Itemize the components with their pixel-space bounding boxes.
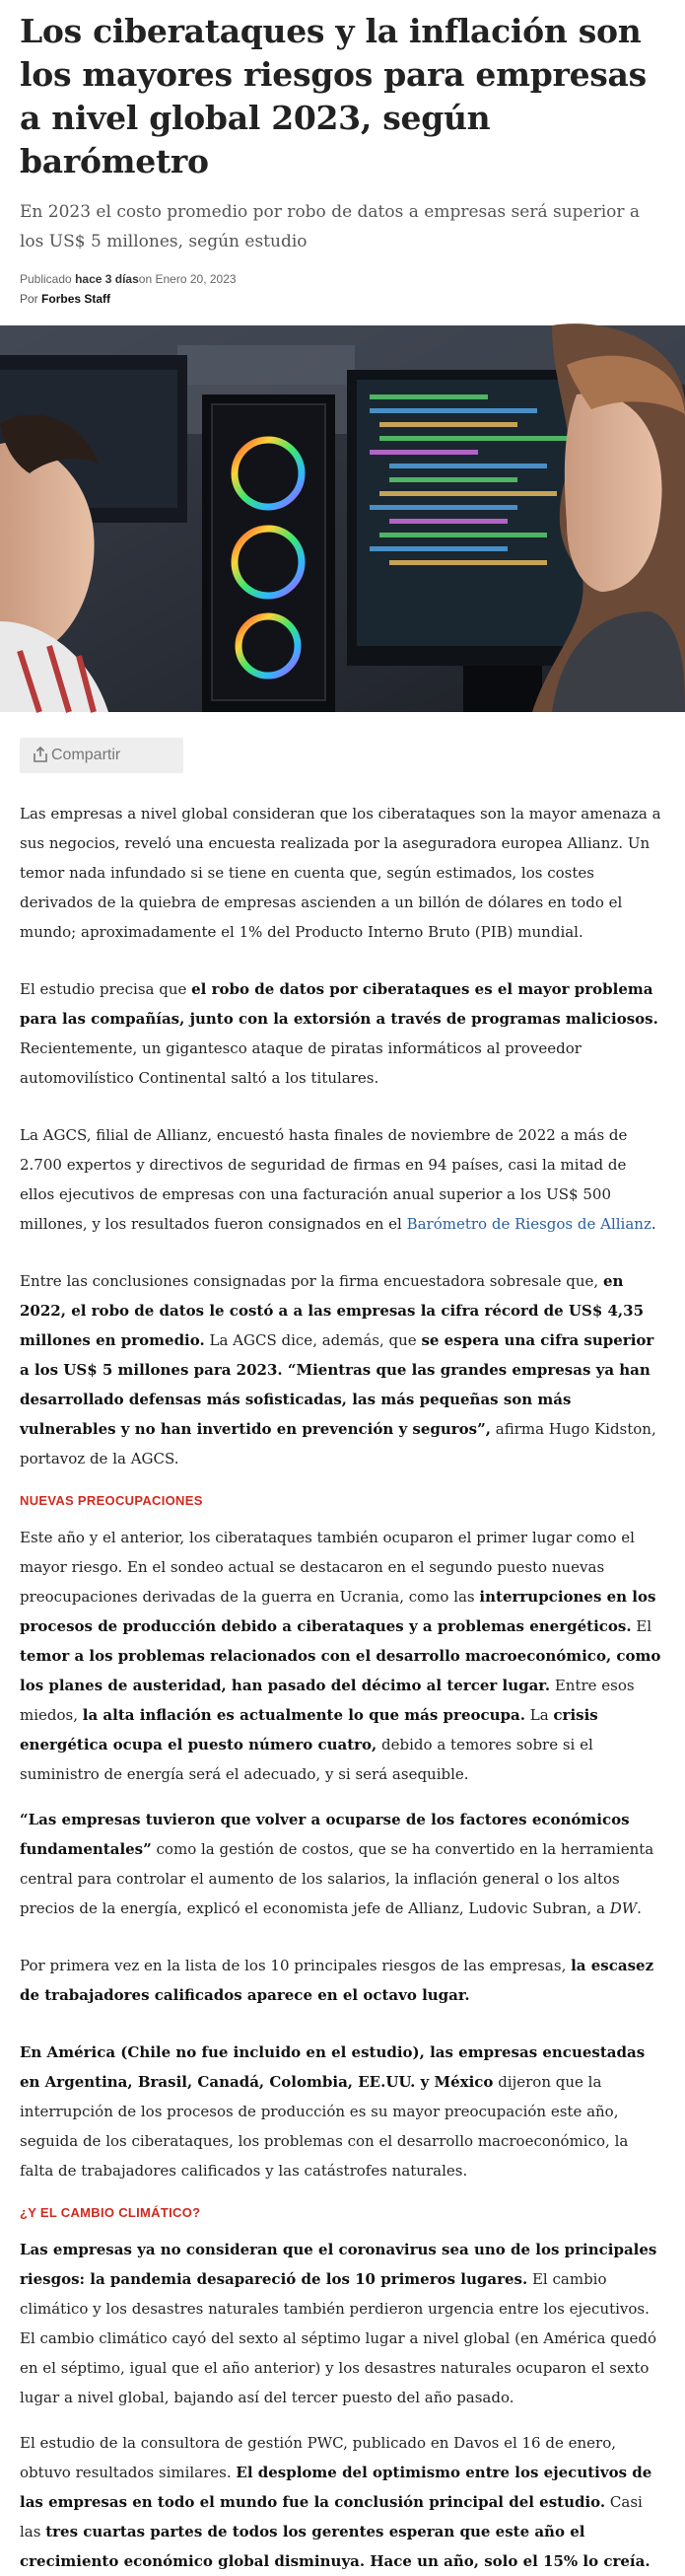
emphasis: Las empresas ya no consideran que el coronavirus sea uno de los principales riesgos: la pandemia desapareció de los 10 primeros lugares. xyxy=(20,2241,657,2288)
section-heading: NUEVAS PREOCUPACIONES xyxy=(20,1493,203,1508)
text: afirma Hugo Kidston, portavoz de la AGCS. xyxy=(20,1420,656,1467)
published-prefix: Publicado xyxy=(20,272,72,286)
byline xyxy=(20,292,665,306)
published-on: on xyxy=(138,272,153,286)
emphasis: se espera una cifra superior a los US$ 5 millones para 2023. “Mientras que las grandes empresas ya han desarrollado defensas más sofisticadas, las más pequeñas son más vulnerables y no han invertido en prevención y seguros”, xyxy=(20,1331,654,1438)
emphasis: interrupciones en los procesos de producción debido a ciberataques y a problemas energéticos. xyxy=(20,1588,656,1635)
text: Este año y el anterior, los ciberataques también ocuparon el primer lugar como el mayor riesgo. En el sondeo actual se destacaron en el segundo puesto nuevas preocupaciones derivadas de la guerra en Ucrania, como las xyxy=(20,1529,635,1606)
emphasis: crisis energética ocupa el puesto número cuatro, xyxy=(20,1706,598,1753)
text: Entre esos miedos, xyxy=(20,1677,635,1724)
author-link[interactable]: Forbes Staff xyxy=(41,292,111,306)
quote: “Las empresas tuvieron que volver a ocuparse de los factores económicos fundamentales” xyxy=(20,1811,630,1858)
text: Por primera vez en la lista de los 10 principales riesgos de las empresas, xyxy=(20,1957,572,1974)
emphasis: temor a los problemas relacionados con el desarrollo macroeconómico, como los planes de austeridad, han pasado del décimo al tercer lugar. xyxy=(20,1647,661,1694)
emphasis: en 2022, el robo de datos le costó a a las empresas la cifra récord de US$ 4,35 millones en promedio. xyxy=(20,1272,645,1349)
emphasis: El desplome del optimismo entre los ejecutivos de las empresas en todo el mundo fue la conclusión principal del estudio. xyxy=(20,2464,652,2511)
hero-illustration xyxy=(0,325,685,712)
barometro-link[interactable]: Barómetro de Riesgos de Allianz xyxy=(406,1215,651,1233)
paragraph xyxy=(20,2428,665,2576)
text: El estudio de la consultora de gestión PWC, publicado en Davos el 16 de enero, obtuvo resultados similares. xyxy=(20,2434,616,2481)
source: DW xyxy=(609,1899,638,1917)
paragraph xyxy=(20,974,665,1093)
published-date: Enero 20, 2023 xyxy=(155,272,237,286)
paragraph xyxy=(20,1120,665,1239)
emphasis: la alta inflación es actualmente lo que más preocupa. xyxy=(82,1706,525,1724)
emphasis: En América (Chile no fue incluido en el estudio), las empresas encuestadas en Argentina, Brasil, Canadá, Colombia, EE.UU. y México xyxy=(20,2043,646,2091)
emphasis: la escasez de trabajadores calificados aparece en el octavo lugar. xyxy=(20,1957,654,2004)
emphasis: el robo de datos por ciberataques es el mayor problema para las compañías, junto con la extorsión a través de programas maliciosos. xyxy=(20,980,658,1028)
article-body xyxy=(0,799,685,2576)
share-label: Compartir xyxy=(51,747,121,763)
text: La AGCS dice, además, que xyxy=(204,1331,422,1349)
paragraph xyxy=(20,1266,665,1473)
section-heading: ¿Y EL CAMBIO CLIMÁTICO? xyxy=(20,2205,201,2220)
share-button[interactable] xyxy=(20,738,183,773)
share-icon xyxy=(32,746,49,763)
text: Casi las xyxy=(20,2493,643,2540)
paragraph: Las empresas a nivel global consideran que los ciberataques son la mayor amenaza a sus negocios, reveló una encuesta realizada por la aseguradora europea Allianz. Un temor nada infundado si se tiene en cuenta que, según estimados, los costes derivados de la quiebra de empresas ascienden a un billón de dólares en todo el mundo; aproximadamente el 1% del Producto Interno Bruto (PIB) mundial. xyxy=(20,805,661,941)
paragraph xyxy=(20,1951,665,2010)
emphasis: tres cuartas partes de todos los gerentes esperan que este año el crecimiento económico global disminuya. Hace un año, solo el 15% lo creía. xyxy=(20,2523,651,2570)
text: . xyxy=(637,1899,642,1917)
text: debido a temores sobre si el suministro de energía será el adecuado, y si será asequible. xyxy=(20,1736,593,1783)
text: La AGCS, filial de Allianz, encuestó hasta finales de noviembre de 2022 a más de 2.700 expertos y directivos de seguridad de firmas en 94 países, casi la mitad de ellos ejecutivos de empresas con una facturación anual superior a los US$ 500 millones, y los resultados fueron consignados en el xyxy=(20,1126,628,1233)
paragraph xyxy=(20,1523,665,1789)
paragraph xyxy=(20,2038,665,2185)
text: . xyxy=(651,1215,656,1233)
text: Recientemente, un gigantesco ataque de piratas informáticos al proveedor automovilístico Continental saltó a los titulares. xyxy=(20,1039,582,1087)
paragraph xyxy=(20,2235,665,2412)
byline-prefix: Por xyxy=(20,292,38,306)
text: como la gestión de costos, que se ha convertido en la herramienta central para controlar el aumento de los salarios, la inflación general o los altos precios de la energía, explicó el economista jefe de Allianz, Ludovic Subran, a xyxy=(20,1840,654,1917)
text: El xyxy=(631,1617,652,1635)
text: El cambio climático y los desastres naturales también perdieron urgencia entre los ejecutivos. El cambio climático cayó del sexto al séptimo lugar a nivel global (en América quedó en el séptimo, igual que el año anterior) y los desastres naturales ocuparon el sexto lugar a nivel global, bajando así del tercer puesto del año pasado. xyxy=(20,2270,657,2406)
paragraph xyxy=(20,1805,665,1923)
article-title: Los ciberataques y la inflación son los mayores riesgos para empresas a nivel global 2023, según barómetro xyxy=(20,12,647,180)
text: El estudio precisa que xyxy=(20,980,192,998)
text: dijeron que la interrupción de los procesos de producción es su mayor preocupación este año, seguida de los ciberataques, los problemas con el desarrollo macroeconómico, la falta de trabajadores calificados y las catástrofes naturales. xyxy=(20,2073,629,2180)
article-subtitle: En 2023 el costo promedio por robo de datos a empresas será superior a los US$ 5 millones, según estudio xyxy=(20,202,641,251)
hero-image xyxy=(0,325,685,712)
publish-info xyxy=(20,270,665,288)
text: La xyxy=(524,1706,554,1724)
published-relative: hace 3 días xyxy=(75,272,139,286)
text: Entre las conclusiones consignadas por la firma encuestadora sobresale que, xyxy=(20,1272,603,1290)
